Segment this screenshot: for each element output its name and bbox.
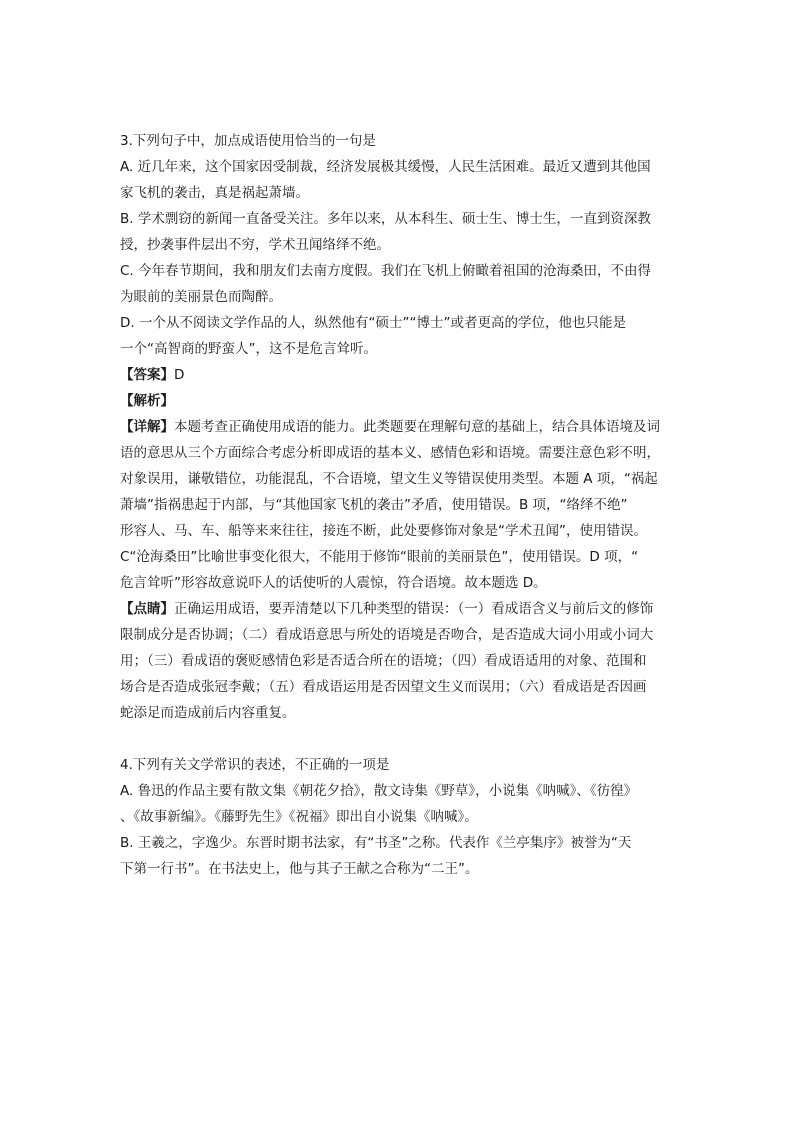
option-a-line-2: 家飞机的袭击，真是祸起萧墙。	[120, 185, 309, 201]
point-text-1: 正确运用成语，要弄清楚以下几种类型的错误：（一）看成语含义与前后文的修饰	[174, 601, 654, 617]
option-c-line-1: C. 今年春节期间，我和朋友们去南方度假。我们在飞机上俯瞰着祖国的沧海桑田，不由得	[120, 263, 652, 279]
answer-value: D	[174, 367, 185, 383]
option-b-line-2: 授，抄袭事件层出不穷，学术丑闻络绎不绝。	[120, 237, 390, 253]
question-4-title: 4.下列有关文学常识的表述，不正确的一项是	[120, 757, 390, 773]
point-line-1	[120, 596, 680, 622]
document-page	[120, 128, 680, 882]
detail-line-7: 危言耸听”形容故意说吓人的话使听的人震惊，符合语境。故本题选 D。	[120, 575, 547, 591]
section-gap	[120, 726, 680, 752]
option-d-line-2: 一个“高智商的野蛮人”，这不是危言耸听。	[120, 341, 377, 357]
option-d-line-1: D. 一个从不阅读文学作品的人，纵然他有“硕士”“博士”或者更高的学位，他也只能是	[120, 315, 626, 331]
detail-line-1	[120, 414, 680, 440]
detail-line-3: 对象误用，谦敬错位，功能混乱，不合语境，望文生义等错误使用类型。本题 A 项，“祸起	[120, 471, 658, 487]
option-b-line-1: B. 学术剽窃的新闻一直备受关注。多年以来，从本科生、硕士生、博士生，一直到资深教	[120, 211, 651, 227]
point-tag: 【点睛】	[120, 601, 174, 617]
detail-tag: 【详解】	[120, 419, 174, 435]
q4-option-b-line-2: 下第一行书”。在书法史上，他与其子王献之合称为“二王”。	[120, 861, 479, 877]
point-line-3: 用；（三）看成语的褒贬感情色彩是否适合所在的语境；（四）看成语适用的对象、范围和	[120, 653, 647, 669]
question-3-title: 3.下列句子中，加点成语使用恰当的一句是	[120, 133, 376, 149]
point-line-2: 限制成分是否协调；（二）看成语意思与所处的语境是否吻合，是否造成大词小用或小词大	[120, 627, 654, 643]
analysis-tag: 【解析】	[120, 393, 174, 409]
option-c-line-2: 为眼前的美丽景色而陶醉。	[120, 289, 282, 305]
answer-tag: 【答案】	[120, 367, 174, 383]
detail-text-1: 本题考查正确使用成语的能力。此类题要在理解句意的基础上，结合具体语境及词	[174, 419, 660, 435]
q4-option-a-line-2: 、《故事新编》。《藤野先生》《祝福》即出自小说集《呐喊》。	[120, 809, 478, 825]
detail-line-4: 萧墙”指祸患起于内部，与“其他国家飞机的袭击”矛盾，使用错误。B 项，“络绎不绝”	[120, 497, 628, 513]
q4-option-b-line-1: B. 王羲之，字逸少。东晋时期书法家，有“书圣”之称。代表作《兰亭集序》被誉为“天	[120, 835, 632, 851]
detail-line-5: 形容人、马、车、船等来来往往，接连不断，此处要修饰对象是“学术丑闻”，使用错误。	[120, 523, 647, 539]
point-line-4: 场合是否造成张冠李戴；（五）看成语运用是否因望文生义而误用；（六）看成语是否因画	[120, 679, 647, 695]
answer-line	[120, 362, 680, 388]
option-a-line-1: A. 近几年来，这个国家因受制裁，经济发展极其缓慢，人民生活困难。最近又遭到其他国	[120, 159, 651, 175]
detail-line-2: 语的意思从三个方面综合考虑分析即成语的基本义、感情色彩和语境。需要注意色彩不明，	[120, 445, 660, 461]
q4-option-a-line-1: A. 鲁迅的作品主要有散文集《朝花夕拾》，散文诗集《野草》，小说集《呐喊》、《彷徨》	[120, 783, 638, 799]
point-line-5: 蛇添足而造成前后内容重复。	[120, 705, 296, 721]
detail-line-6: C“沧海桑田”比喻世事变化很大，不能用于修饰“眼前的美丽景色”，使用错误。D 项，“	[120, 549, 639, 565]
